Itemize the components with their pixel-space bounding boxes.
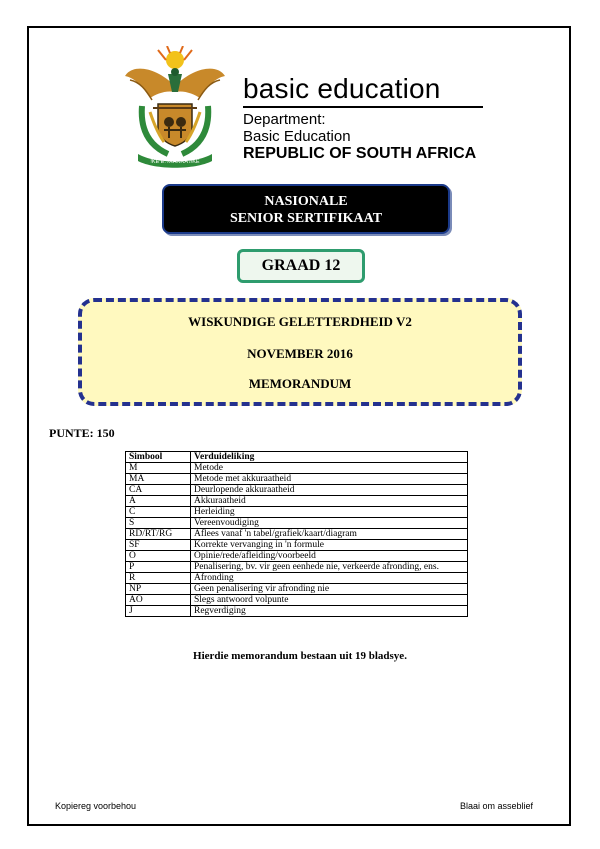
symbol-cell: MA: [126, 474, 191, 485]
symbol-cell: P: [126, 562, 191, 573]
symbol-cell: S: [126, 518, 191, 529]
dept-line3: REPUBLIC OF SOUTH AFRICA: [243, 145, 477, 162]
explanation-cell: Metode: [191, 463, 468, 474]
explanation-cell: Herleiding: [191, 507, 468, 518]
page-count-note: Hierdie memorandum bestaan uit 19 bladsye.: [193, 650, 407, 662]
symbol-cell: AO: [126, 595, 191, 606]
symbol-cell: C: [126, 507, 191, 518]
subject-title: WISKUNDIGE GELETTERDHEID V2: [188, 314, 412, 329]
table-row: [126, 496, 468, 507]
subject-type: MEMORANDUM: [248, 376, 352, 391]
dept-line1: Department:: [243, 111, 326, 128]
table-row: [126, 540, 468, 551]
symbol-cell: J: [126, 606, 191, 617]
banner-line1: NASIONALE: [264, 194, 348, 209]
explanation-cell: Vereenvoudiging: [191, 518, 468, 529]
department-block: [243, 111, 476, 162]
dept-line2: Basic Education: [243, 128, 351, 145]
explanation-cell: Regverdiging: [191, 606, 468, 617]
grade-badge: GRAAD 12: [237, 249, 365, 283]
symbol-cell: RD/RT/RG: [126, 529, 191, 540]
explanation-cell: Korrekte vervanging in 'n formule: [191, 540, 468, 551]
coat-of-arms-icon: [120, 46, 230, 168]
header-symbol: Simbool: [126, 452, 191, 463]
symbol-cell: M: [126, 463, 191, 474]
table-row: [126, 562, 468, 573]
table-row: [126, 595, 468, 606]
table-row: [126, 529, 468, 540]
motto-text: !KE E: /XARRA //KE: [150, 159, 200, 165]
table-row: [126, 606, 468, 617]
brand-divider: [243, 106, 483, 108]
explanation-cell: Metode met akkuraatheid: [191, 474, 468, 485]
symbol-cell: SF: [126, 540, 191, 551]
symbol-cell: NP: [126, 584, 191, 595]
explanation-cell: Akkuraatheid: [191, 496, 468, 507]
table-row: [126, 573, 468, 584]
footer-turn-over: Blaai om asseblief: [460, 801, 534, 811]
symbol-cell: O: [126, 551, 191, 562]
table-row: [126, 551, 468, 562]
explanation-cell: Penalisering, bv. vir geen eenhede nie, verkeerde afronding, ens.: [191, 562, 468, 573]
table-row: [126, 584, 468, 595]
subject-date: NOVEMBER 2016: [247, 346, 353, 361]
brand-main-text: basic education: [243, 73, 441, 104]
explanation-cell: Afronding: [191, 573, 468, 584]
table-row: [126, 485, 468, 496]
subject-box: [78, 298, 522, 406]
explanation-cell: Slegs antwoord volpunte: [191, 595, 468, 606]
symbol-cell: A: [126, 496, 191, 507]
banner-line2: SENIOR SERTIFIKAAT: [229, 211, 383, 226]
explanation-cell: Geen penalisering vir afronding nie: [191, 584, 468, 595]
table-row: [126, 474, 468, 485]
table-row: [126, 507, 468, 518]
footer-copyright: Kopiereg voorbehou: [55, 801, 137, 811]
table-row: [126, 463, 468, 474]
explanation-cell: Opinie/rede/afleiding/voorbeeld: [191, 551, 468, 562]
symbol-legend-table: [125, 451, 468, 617]
symbol-cell: R: [126, 573, 191, 584]
symbol-cell: CA: [126, 485, 191, 496]
brand-title: [243, 72, 441, 106]
table-row: [126, 518, 468, 529]
explanation-cell: Deurlopende akkuraatheid: [191, 485, 468, 496]
explanation-cell: Aflees vanaf 'n tabel/grafiek/kaart/diagram: [191, 529, 468, 540]
header-explanation: Verduideliking: [191, 452, 468, 463]
total-marks: PUNTE: 150: [49, 426, 115, 440]
nss-banner: [162, 184, 450, 234]
table-header-row: [126, 452, 468, 463]
